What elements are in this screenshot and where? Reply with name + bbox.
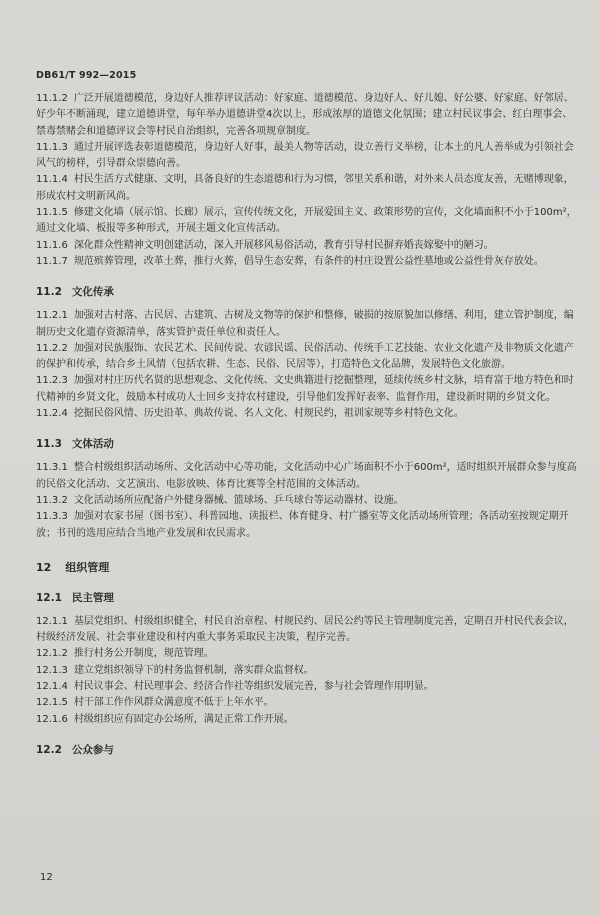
clause-paragraph	[36, 140, 578, 173]
clause-paragraph	[36, 712, 578, 728]
page-number: 12	[40, 872, 53, 883]
clause-paragraph	[36, 406, 578, 422]
clause-paragraph	[36, 373, 578, 406]
clause-number: 11.3.3	[36, 511, 68, 523]
clause-paragraph	[36, 663, 578, 679]
clause-number: 12.1.1	[36, 615, 68, 627]
standard-code: DB61/T 992—2015	[36, 70, 137, 81]
clause-number: 11.1.7	[36, 255, 68, 267]
clause-paragraph	[36, 679, 578, 695]
clause-text: 深化群众性精神文明创建活动，深入开展移风易俗活动，教育引导村民摒弃婚丧嫁娶中的陋习。	[73, 239, 494, 251]
clause-number: 12.1.4	[36, 681, 68, 693]
clause-paragraph	[36, 493, 578, 509]
clause-text: 村民生活方式健康、文明，具备良好的生态道德和行为习惯，邻里关系和谐，对外来人员态度友善，无赌博现象，形成农村文明新风尚。	[36, 174, 574, 202]
clause-text: 村干部工作作风群众满意度不低于上年水平。	[73, 697, 274, 709]
clause-text: 公众参与	[71, 743, 114, 756]
clause-number: 11.2.3	[36, 375, 68, 387]
section-heading	[36, 436, 578, 452]
clause-number: 11.1.2	[36, 93, 68, 104]
clause-text: 规范殡葬管理，改革土葬，推行火葬，倡导生态安葬，有条件的村庄设置公益性墓地或公益性骨灰存放处。	[73, 255, 544, 267]
section-heading	[36, 284, 578, 300]
clause-paragraph	[36, 460, 578, 493]
clause-number: 12.1.5	[36, 697, 68, 709]
clause-paragraph	[36, 238, 578, 254]
clause-paragraph	[36, 614, 578, 647]
clause-text: 文化传承	[71, 286, 114, 299]
clause-text: 民主管理	[71, 591, 114, 604]
clause-text: 广泛开展道德模范，身边好人推荐评议活动：好家庭、道德模范、身边好人、好儿媳、好公婆、好家庭、好邻居、好少年不断涌现，建立道德讲堂，每年举办道德讲堂4次以上，形成浓厚的道德文化氛围；建立村民议事会、红白理事会、禁毒禁赌会和道德评议会等村民自治组织，完善各项规章制度。	[36, 93, 574, 137]
clause-paragraph	[36, 308, 578, 341]
clause-paragraph	[36, 509, 578, 542]
clause-number: 11.3	[36, 438, 62, 451]
clause-text: 推行村务公开制度，规范管理。	[73, 648, 214, 660]
clause-text: 村民议事会、村民理事会、经济合作社等组织发展完善，参与社会管理作用明显。	[73, 681, 434, 693]
clause-number: 12.1.3	[36, 664, 68, 676]
clause-paragraph	[36, 205, 578, 238]
clause-text: 文化活动场所应配备户外健身器械、篮球场、乒乓球台等运动器材、设施。	[73, 494, 404, 506]
clause-paragraph	[36, 341, 578, 374]
clause-text: 加强对古村落、古民居、古建筑、古树及文物等的保护和整修，破损的按原貌加以修缮、利用，建立管护制度，编制历史文化遗存资源清单，落实管护责任单位和责任人。	[36, 310, 574, 338]
clause-number: 11.1.5	[36, 207, 68, 219]
clause-text: 挖掘民俗风情、历史沿革、典故传说、名人文化、村规民约，祖训家规等乡村特色文化。	[73, 408, 464, 420]
clause-paragraph	[36, 646, 578, 662]
clause-paragraph	[36, 254, 578, 270]
clause-text: 加强对民族服饰、农民艺术、民间传说、农谚民谣、民俗活动、传统手工艺技能、农业文化遗产及非物质文化遗产的保护和传承，结合乡土风情（包括农耕、生态、民俗、民居等），打造特色文化品牌，发展特色文化旅游。	[36, 342, 574, 371]
clause-text: 整合村级组织活动场所、文化活动中心等功能，文化活动中心广场面积不小于600m²，适时组织开展群众参与度高的民俗文化活动、文艺演出、电影放映、体育比赛等全村范围的文体活动。	[36, 462, 577, 490]
clause-number: 11.2.1	[36, 310, 68, 322]
section-heading	[36, 590, 578, 606]
clause-paragraph	[36, 695, 578, 711]
clause-number: 12.1	[36, 591, 62, 604]
clause-text: 基层党组织、村级组织健全，村民自治章程、村规民约、居民公约等民主管理制度完善，定期召开村民代表会议，村级经济发展、社会事业建设和村内重大事务采取民主决策，程序完善。	[36, 615, 574, 644]
clause-number: 11.3.2	[36, 494, 68, 506]
clause-text: 加强对农家书屋（图书室）、科普园地、读报栏、体育健身、村广播室等文化活动场所管理；各活动室按规定期开放；书刊的选用应结合当地产业发展和农民需求。	[36, 511, 569, 539]
chapter-heading	[36, 560, 578, 576]
clause-number: 11.2.4	[36, 408, 68, 420]
clause-text: 加强对村庄历代名贤的思想观念、文化传统、文史典籍进行挖掘整理，延续传统乡村文脉，培育富于地方特色和时代精神的乡贤文化，鼓励本村成功人士回乡支持农村建设，引导他们发挥好表率、监督作用，建设新时期的乡贤文化。	[36, 375, 574, 403]
clause-text: 修建文化墙（展示馆、长廊）展示，宣传传统文化，开展爱国主义、政策形势的宣传，文化墙面积不小于100m²，通过文化墙、板报等多种形式，开展主题文化宣传活动。	[36, 207, 577, 235]
clause-number: 12.1.6	[36, 713, 68, 725]
clause-number: 12.1.2	[36, 648, 68, 660]
clause-paragraph	[36, 91, 578, 140]
document-body	[36, 91, 578, 758]
clause-text: 通过开展评选表彰道德模范，身边好人好事，最美人物等活动，设立善行义举榜，让本土的凡人善举成为引领社会风气的榜样，引导群众崇德向善。	[36, 141, 574, 170]
clause-number: 11.1.3	[36, 141, 68, 153]
clause-paragraph	[36, 172, 578, 205]
clause-number: 12.2	[36, 743, 62, 756]
clause-number: 11.3.1	[36, 462, 68, 474]
clause-text: 组织管理	[65, 560, 110, 574]
clause-number: 11.2	[36, 286, 62, 299]
section-heading	[36, 742, 578, 758]
clause-text: 文体活动	[71, 438, 114, 451]
clause-text: 建立党组织领导下的村务监督机制，落实群众监督权。	[73, 664, 314, 676]
clause-number: 11.1.4	[36, 174, 68, 186]
clause-number: 12	[36, 560, 52, 574]
clause-text: 村级组织应有固定办公场所，满足正常工作开展。	[73, 713, 294, 725]
clause-number: 11.1.6	[36, 239, 68, 251]
clause-number: 11.2.2	[36, 342, 68, 354]
